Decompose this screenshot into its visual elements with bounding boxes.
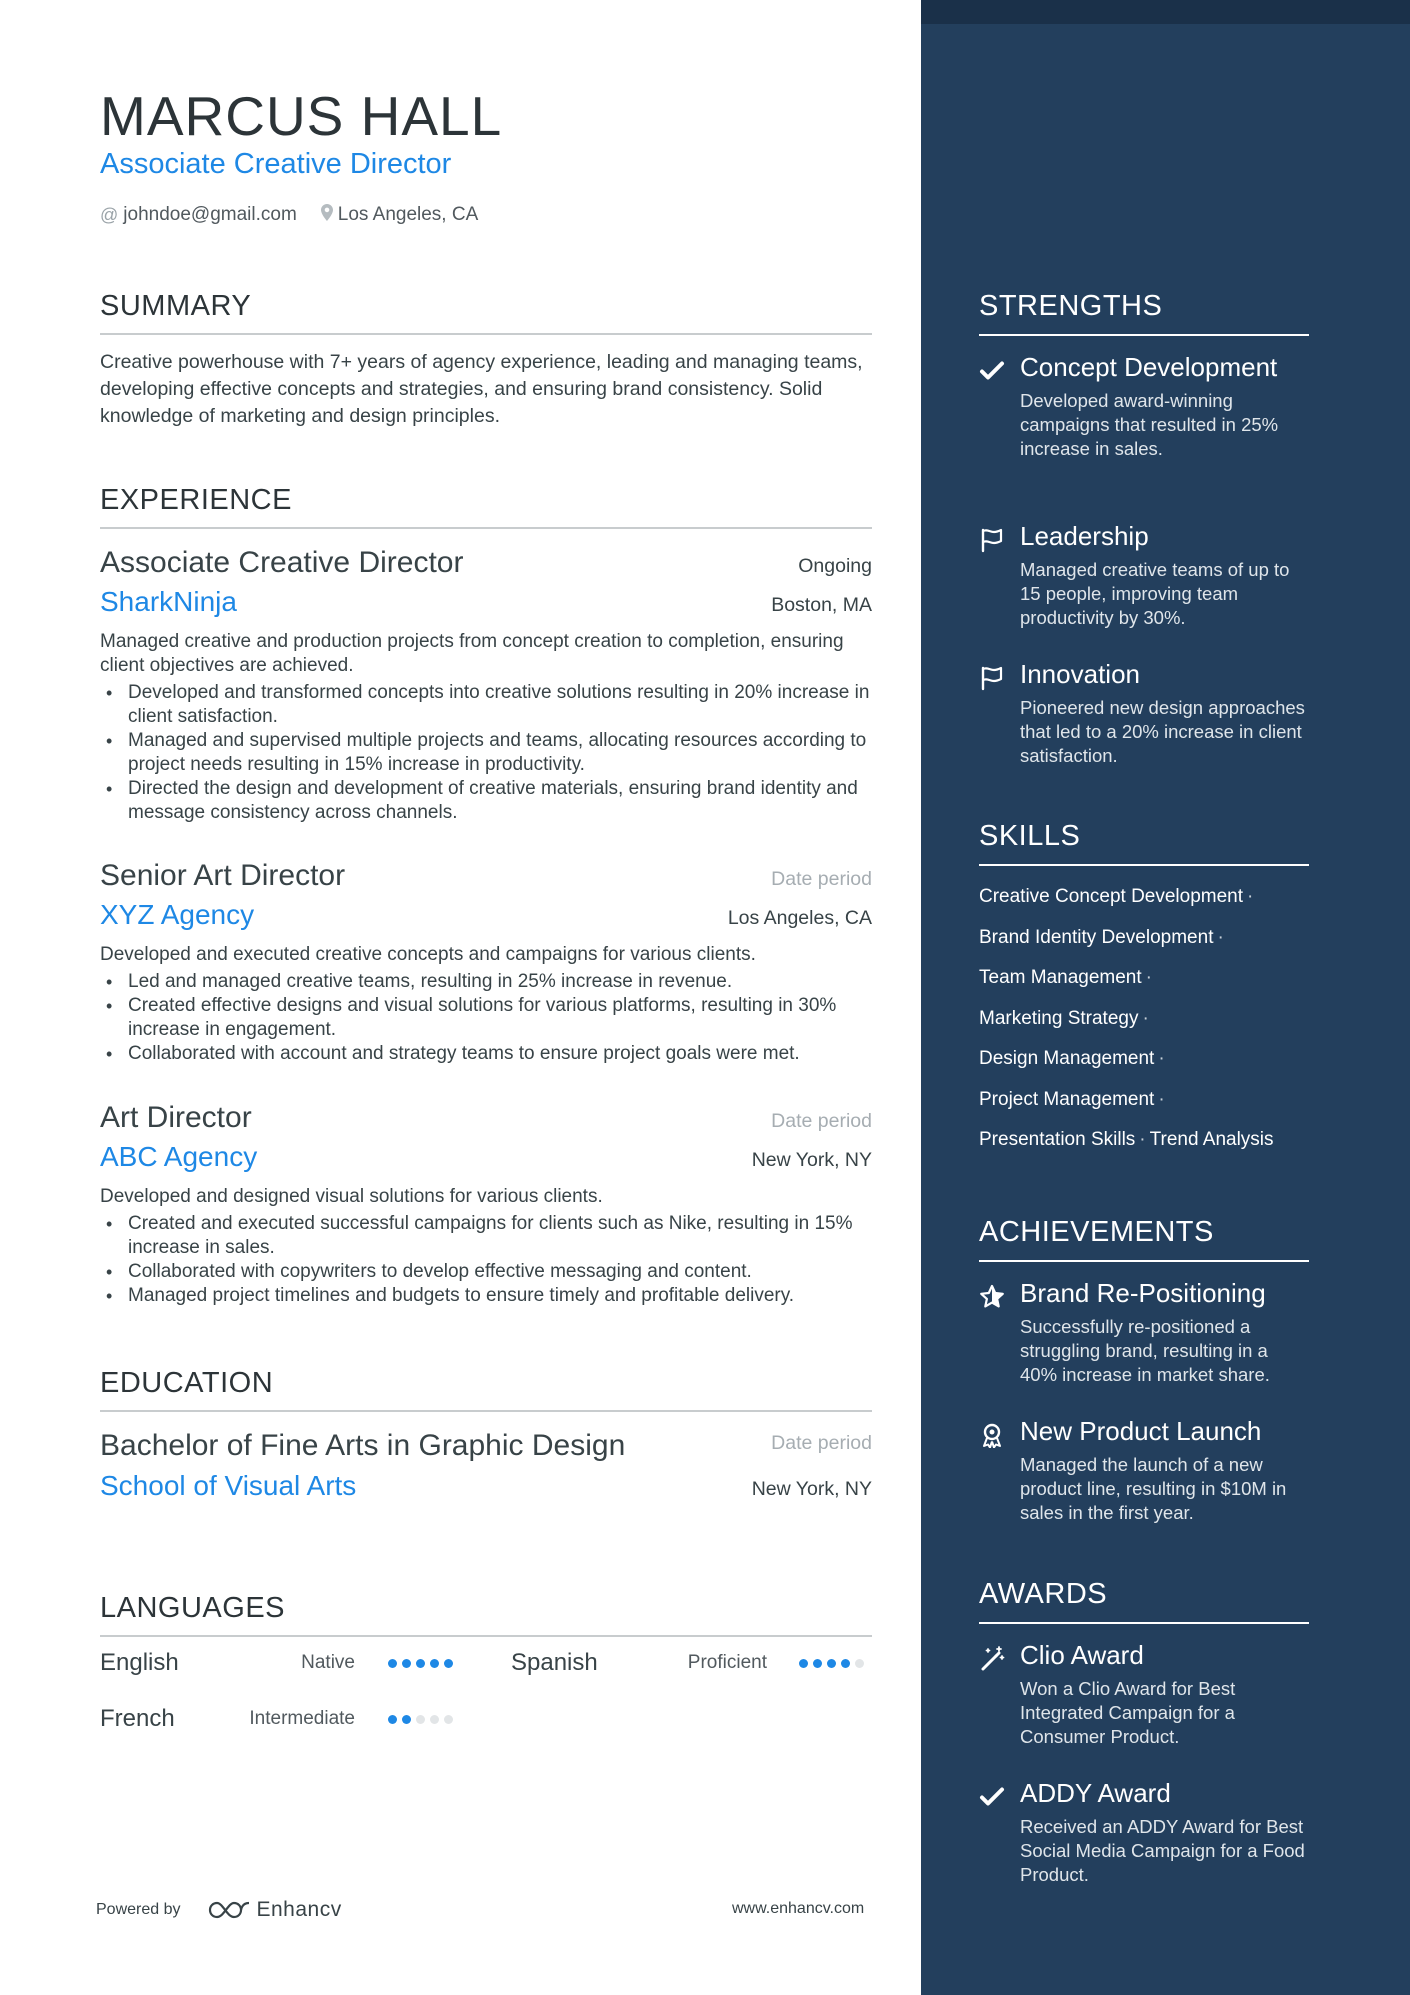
enhancv-logo[interactable] bbox=[207, 1898, 342, 1922]
language-level: Proficient bbox=[687, 1652, 767, 1673]
proficiency-dot-empty bbox=[416, 1715, 425, 1724]
strength-title: Leadership bbox=[1020, 521, 1149, 551]
awards-section bbox=[979, 1578, 1309, 1624]
proficiency-dot-empty bbox=[430, 1715, 439, 1724]
education-entry bbox=[100, 1428, 872, 1502]
powered-by-text: Powered by bbox=[96, 1901, 181, 1918]
contact-email[interactable] bbox=[100, 204, 297, 226]
job-company: SharkNinja bbox=[100, 586, 237, 617]
job-company: ABC Agency bbox=[100, 1141, 258, 1172]
job-description: Developed and executed creative concepts and campaigns for various clients. bbox=[100, 944, 756, 965]
sidebar-top-bar bbox=[921, 0, 1410, 24]
job-entry bbox=[100, 859, 872, 1066]
proficiency-dot-filled bbox=[827, 1659, 836, 1668]
award-title: Clio Award bbox=[1020, 1640, 1144, 1670]
skill-item: Marketing Strategy · bbox=[979, 1007, 1149, 1029]
experience-title: EXPERIENCE bbox=[100, 484, 872, 529]
school-location: New York, NY bbox=[751, 1478, 872, 1500]
languages-list bbox=[100, 1648, 872, 1758]
proficiency-dot-filled bbox=[430, 1659, 439, 1668]
skill-label: Creative Concept Development bbox=[979, 886, 1244, 907]
award-desc: Received an ADDY Award for Best Social Media Campaign for a Food Product. bbox=[1020, 1816, 1305, 1885]
skill-label: Presentation Skills bbox=[979, 1129, 1136, 1150]
summary-text: Creative powerhouse with 7+ years of agency experience, leading and managing teams, developing effective concepts and strategies, and ensuring brand consistency. Solid knowledge of marketing and design principles. bbox=[100, 351, 863, 427]
summary-title: SUMMARY bbox=[100, 290, 872, 335]
skill-label: Team Management bbox=[979, 967, 1142, 988]
email-text: johndoe@gmail.com bbox=[123, 204, 297, 225]
proficiency-dot-filled bbox=[402, 1659, 411, 1668]
achievement-item bbox=[979, 1278, 1309, 1387]
job-description: Managed creative and production projects from concept creation to completion, ensuring client objectives are achieved. bbox=[100, 631, 844, 676]
resume-sidebar bbox=[921, 0, 1410, 1995]
skills-title: SKILLS bbox=[979, 820, 1309, 866]
job-bullet: • Created and executed successful campaigns for clients such as Nike, resulting in 15% increase in sales. bbox=[100, 1212, 872, 1260]
job-date: Date period bbox=[771, 868, 872, 890]
education-title: EDUCATION bbox=[100, 1367, 872, 1412]
candidate-role: Associate Creative Director bbox=[100, 148, 452, 180]
skill-label: Design Management bbox=[979, 1048, 1155, 1069]
summary-section bbox=[100, 290, 872, 430]
strength-desc: Pioneered new design approaches that led to a 20% increase in client satisfaction. bbox=[1020, 697, 1305, 766]
achievement-item bbox=[979, 1416, 1309, 1525]
skill-label: Marketing Strategy bbox=[979, 1007, 1139, 1029]
job-bullet: • Managed project timelines and budgets to ensure timely and profitable delivery. bbox=[100, 1284, 872, 1308]
proficiency-dot-empty bbox=[855, 1659, 864, 1668]
footer-brand bbox=[96, 1898, 342, 1922]
enhancv-brand-text: Enhancv bbox=[256, 1898, 342, 1921]
job-bullet: • Directed the design and development of creative materials, ensuring brand identity and message consistency across channels. bbox=[100, 777, 872, 825]
strength-desc: Developed award-winning campaigns that resulted in 25% increase in sales. bbox=[1020, 390, 1279, 459]
location-text: Los Angeles, CA bbox=[337, 204, 479, 225]
skill-label: Project Management bbox=[979, 1088, 1155, 1110]
proficiency-dot-empty bbox=[444, 1715, 453, 1724]
job-date: Ongoing bbox=[798, 555, 872, 577]
award-item bbox=[979, 1778, 1309, 1887]
strength-title: Innovation bbox=[1020, 659, 1140, 689]
award-title: ADDY Award bbox=[1020, 1778, 1171, 1808]
language-name: English bbox=[100, 1649, 179, 1676]
check-icon bbox=[979, 358, 1005, 384]
job-location: Boston, MA bbox=[771, 594, 872, 616]
job-entry bbox=[100, 546, 872, 825]
achievement-desc: Managed the launch of a new product line, resulting in $10M in sales in the first year. bbox=[1020, 1454, 1287, 1523]
strength-item bbox=[979, 521, 1309, 630]
language-item bbox=[100, 1648, 460, 1678]
job-bullet: • Collaborated with account and strategy teams to ensure project goals were met. bbox=[100, 1042, 872, 1066]
contact-info bbox=[100, 204, 502, 226]
job-title: Senior Art Director bbox=[100, 859, 346, 892]
enhancv-logo-icon bbox=[207, 1899, 251, 1921]
job-title: Art Director bbox=[100, 1101, 252, 1134]
job-bullets bbox=[100, 970, 872, 1066]
job-location: Los Angeles, CA bbox=[727, 907, 872, 929]
education-section bbox=[100, 1367, 872, 1412]
achievement-desc: Successfully re-positioned a struggling brand, resulting in a 40% increase in market share. bbox=[1020, 1316, 1270, 1385]
achievements-section bbox=[979, 1216, 1309, 1262]
achievement-title: New Product Launch bbox=[1020, 1416, 1262, 1446]
achievements-title: ACHIEVEMENTS bbox=[979, 1216, 1309, 1262]
strength-item bbox=[979, 352, 1309, 461]
strengths-title: STRENGTHS bbox=[979, 290, 1309, 336]
skill-item: Project Management · bbox=[979, 1088, 1165, 1110]
proficiency-dot-filled bbox=[841, 1659, 850, 1668]
experience-section bbox=[100, 484, 872, 529]
job-bullets bbox=[100, 1212, 872, 1308]
proficiency-dot-filled bbox=[444, 1659, 453, 1668]
skill-label: Trend Analysis bbox=[1149, 1129, 1274, 1150]
strength-title: Concept Development bbox=[1020, 352, 1278, 382]
education-date: Date period bbox=[771, 1432, 872, 1454]
footer-url[interactable]: www.enhancv.com bbox=[732, 1900, 865, 1917]
language-item bbox=[511, 1648, 872, 1678]
job-bullet: • Led and managed creative teams, resulting in 25% increase in revenue. bbox=[100, 970, 872, 994]
skill-item: Design Management · bbox=[979, 1048, 1165, 1069]
job-date: Date period bbox=[771, 1110, 872, 1132]
job-bullet: • Developed and transformed concepts into creative solutions resulting in 20% increase in client satisfaction. bbox=[100, 681, 872, 729]
proficiency-dot-filled bbox=[402, 1715, 411, 1724]
job-bullet: • Managed and supervised multiple projects and teams, allocating resources according to project needs resulting in 15% increase in productivity. bbox=[100, 729, 872, 777]
job-title: Associate Creative Director bbox=[100, 546, 464, 579]
job-bullet: • Created effective designs and visual solutions for various platforms, resulting in 30% increase in engagement. bbox=[100, 994, 872, 1042]
contact-location bbox=[321, 204, 478, 226]
job-bullet: • Collaborated with copywriters to develop effective messaging and content. bbox=[100, 1260, 872, 1284]
strength-item bbox=[979, 659, 1309, 768]
language-dots bbox=[388, 1715, 458, 1724]
strengths-section bbox=[979, 290, 1309, 336]
language-name: French bbox=[100, 1705, 175, 1732]
achievement-title: Brand Re-Positioning bbox=[1020, 1278, 1266, 1308]
awards-title: AWARDS bbox=[979, 1578, 1309, 1624]
check-icon bbox=[979, 1784, 1005, 1810]
school-name: School of Visual Arts bbox=[100, 1470, 357, 1501]
languages-title: LANGUAGES bbox=[100, 1592, 872, 1637]
language-level: Native bbox=[301, 1652, 355, 1673]
job-description: Developed and designed visual solutions for various clients. bbox=[100, 1186, 603, 1207]
star-icon bbox=[979, 1284, 1005, 1310]
language-item bbox=[100, 1704, 460, 1734]
magic-wand-icon bbox=[979, 1646, 1005, 1672]
flag-icon bbox=[979, 527, 1005, 553]
degree-title: Bachelor of Fine Arts in Graphic Design bbox=[100, 1429, 626, 1462]
language-dots bbox=[799, 1659, 869, 1668]
proficiency-dot-filled bbox=[799, 1659, 808, 1668]
proficiency-dot-filled bbox=[813, 1659, 822, 1668]
language-level: Intermediate bbox=[249, 1708, 355, 1729]
proficiency-dot-filled bbox=[416, 1659, 425, 1668]
skill-item: Creative Concept Development · bbox=[979, 886, 1254, 907]
proficiency-dot-filled bbox=[388, 1659, 397, 1668]
skill-label: Brand Identity Development bbox=[979, 926, 1214, 948]
award-ribbon-icon bbox=[979, 1422, 1005, 1448]
proficiency-dot-filled bbox=[388, 1715, 397, 1724]
job-bullets bbox=[100, 681, 872, 825]
languages-section bbox=[100, 1592, 872, 1637]
skills-section bbox=[979, 820, 1309, 866]
language-name: Spanish bbox=[511, 1649, 598, 1676]
award-desc: Won a Clio Award for Best Integrated Campaign for a Consumer Product. bbox=[1020, 1678, 1236, 1747]
flag-icon bbox=[979, 665, 1005, 691]
strength-desc: Managed creative teams of up to 15 people, improving team productivity by 30%. bbox=[1020, 559, 1290, 628]
skill-item: Brand Identity Development · bbox=[979, 926, 1224, 948]
language-dots bbox=[388, 1659, 458, 1668]
location-pin-icon bbox=[321, 204, 333, 226]
job-location: New York, NY bbox=[751, 1149, 872, 1171]
candidate-name: MARCUS HALL bbox=[100, 85, 503, 147]
job-company: XYZ Agency bbox=[100, 899, 255, 930]
skills-list bbox=[979, 882, 1309, 1166]
award-item bbox=[979, 1640, 1309, 1749]
skill-item: Team Management · bbox=[979, 967, 1152, 988]
job-entry bbox=[100, 1101, 872, 1308]
skill-item: Presentation Skills · Trend Analysis bbox=[979, 1129, 1274, 1150]
at-icon: @ bbox=[100, 204, 119, 225]
